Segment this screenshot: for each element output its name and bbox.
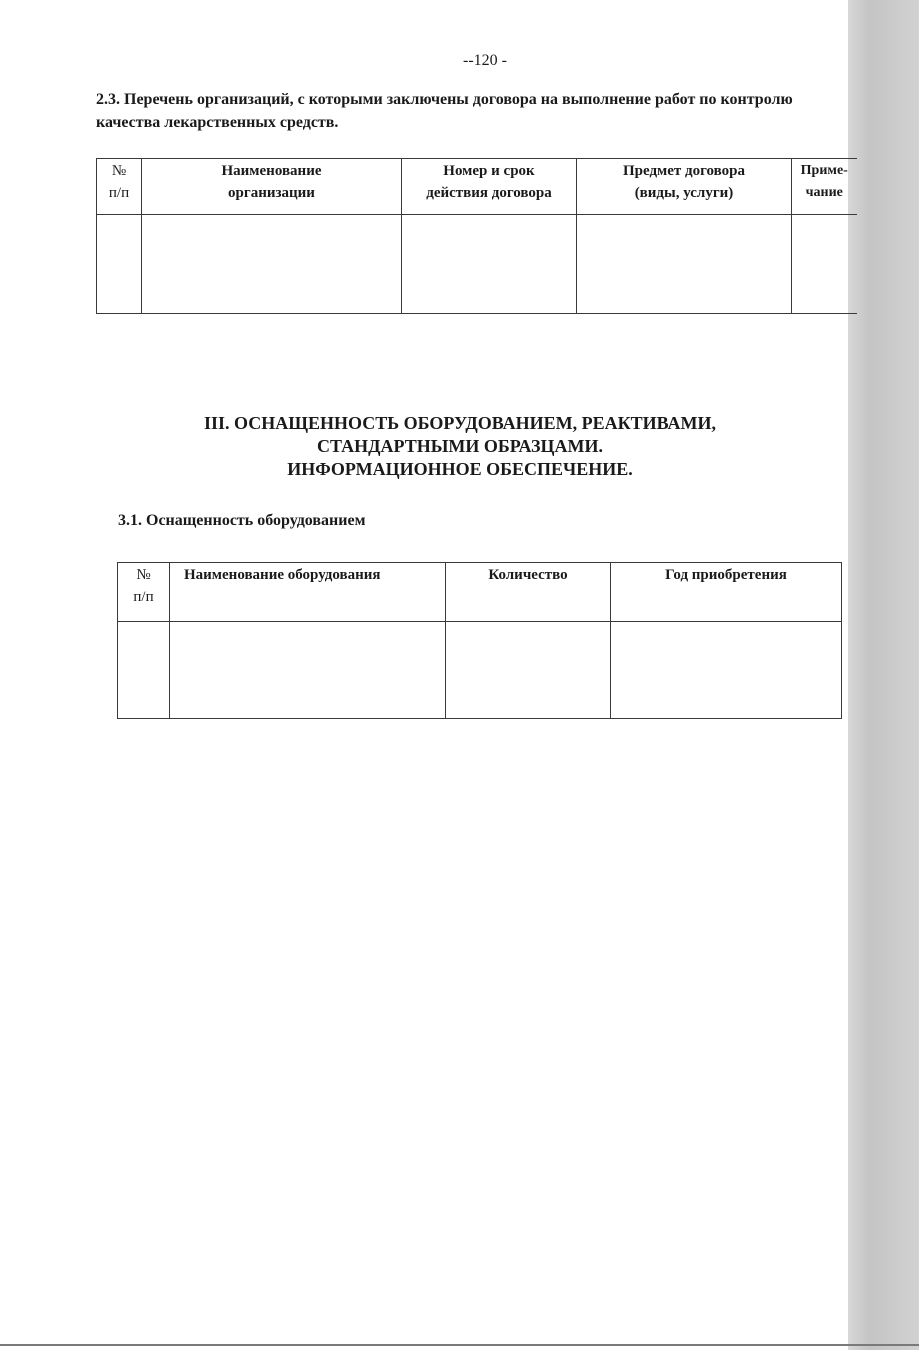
header-line: (виды, услуги) [634,185,734,201]
header-line: чание [805,185,843,200]
header-cell-number [97,159,142,215]
table-cell [446,622,611,719]
header-line: № [111,163,127,179]
header-line: Предмет договора [622,163,746,179]
table-header-row [118,563,842,622]
header-cell-equipment-name [170,563,446,622]
header-line: № [136,567,151,583]
header-line: Количество [488,567,568,583]
header-line: Год приобретения [665,567,787,583]
header-line: Номер и срок [443,163,535,179]
header-line: п/п [133,589,154,605]
table-cell [792,215,857,314]
table-cell [97,215,142,314]
heading-line: III. ОСНАЩЕННОСТЬ ОБОРУДОВАНИЕМ, РЕАКТИВАМИ, [203,413,717,433]
header-line: Наименование оборудования [184,567,381,583]
header-cell-organization [142,159,402,215]
header-line: организации [228,185,315,201]
heading-line: СТАНДАРТНЫМИ ОБРАЗЦАМИ. [316,436,603,456]
header-cell-note [792,159,857,215]
table-header-row [97,159,857,215]
header-cell-contract-number [402,159,577,215]
page-number: --120 - [463,52,507,69]
section-3-heading [130,412,790,481]
section-2-3-text: 2.3. Перечень организаций, с которыми заключены договора на выполнение работ по контролю качества лекарственных средств. [96,91,793,131]
equipment-table [117,562,842,719]
header-cell-quantity [446,563,611,622]
page-edge-shadow [848,0,919,1350]
table-cell [170,622,446,719]
table-cell [402,215,577,314]
header-line: Наименование [221,163,322,179]
header-cell-year [611,563,842,622]
table-cell [142,215,402,314]
table-cell [577,215,792,314]
scan-bottom-edge [0,1344,919,1346]
header-line: п/п [108,185,130,201]
header-cell-contract-subject [577,159,792,215]
section-3-1-subheading: 3.1. Оснащенность оборудованием [118,512,366,529]
table-row [97,215,857,314]
header-line: действия договора [426,185,552,201]
table-cell [118,622,170,719]
contracts-table [96,158,857,314]
table-cell [611,622,842,719]
header-line: Приме- [800,163,848,178]
table-row [118,622,842,719]
heading-line: ИНФОРМАЦИОННОЕ ОБЕСПЕЧЕНИЕ. [287,459,633,479]
header-cell-number [118,563,170,622]
